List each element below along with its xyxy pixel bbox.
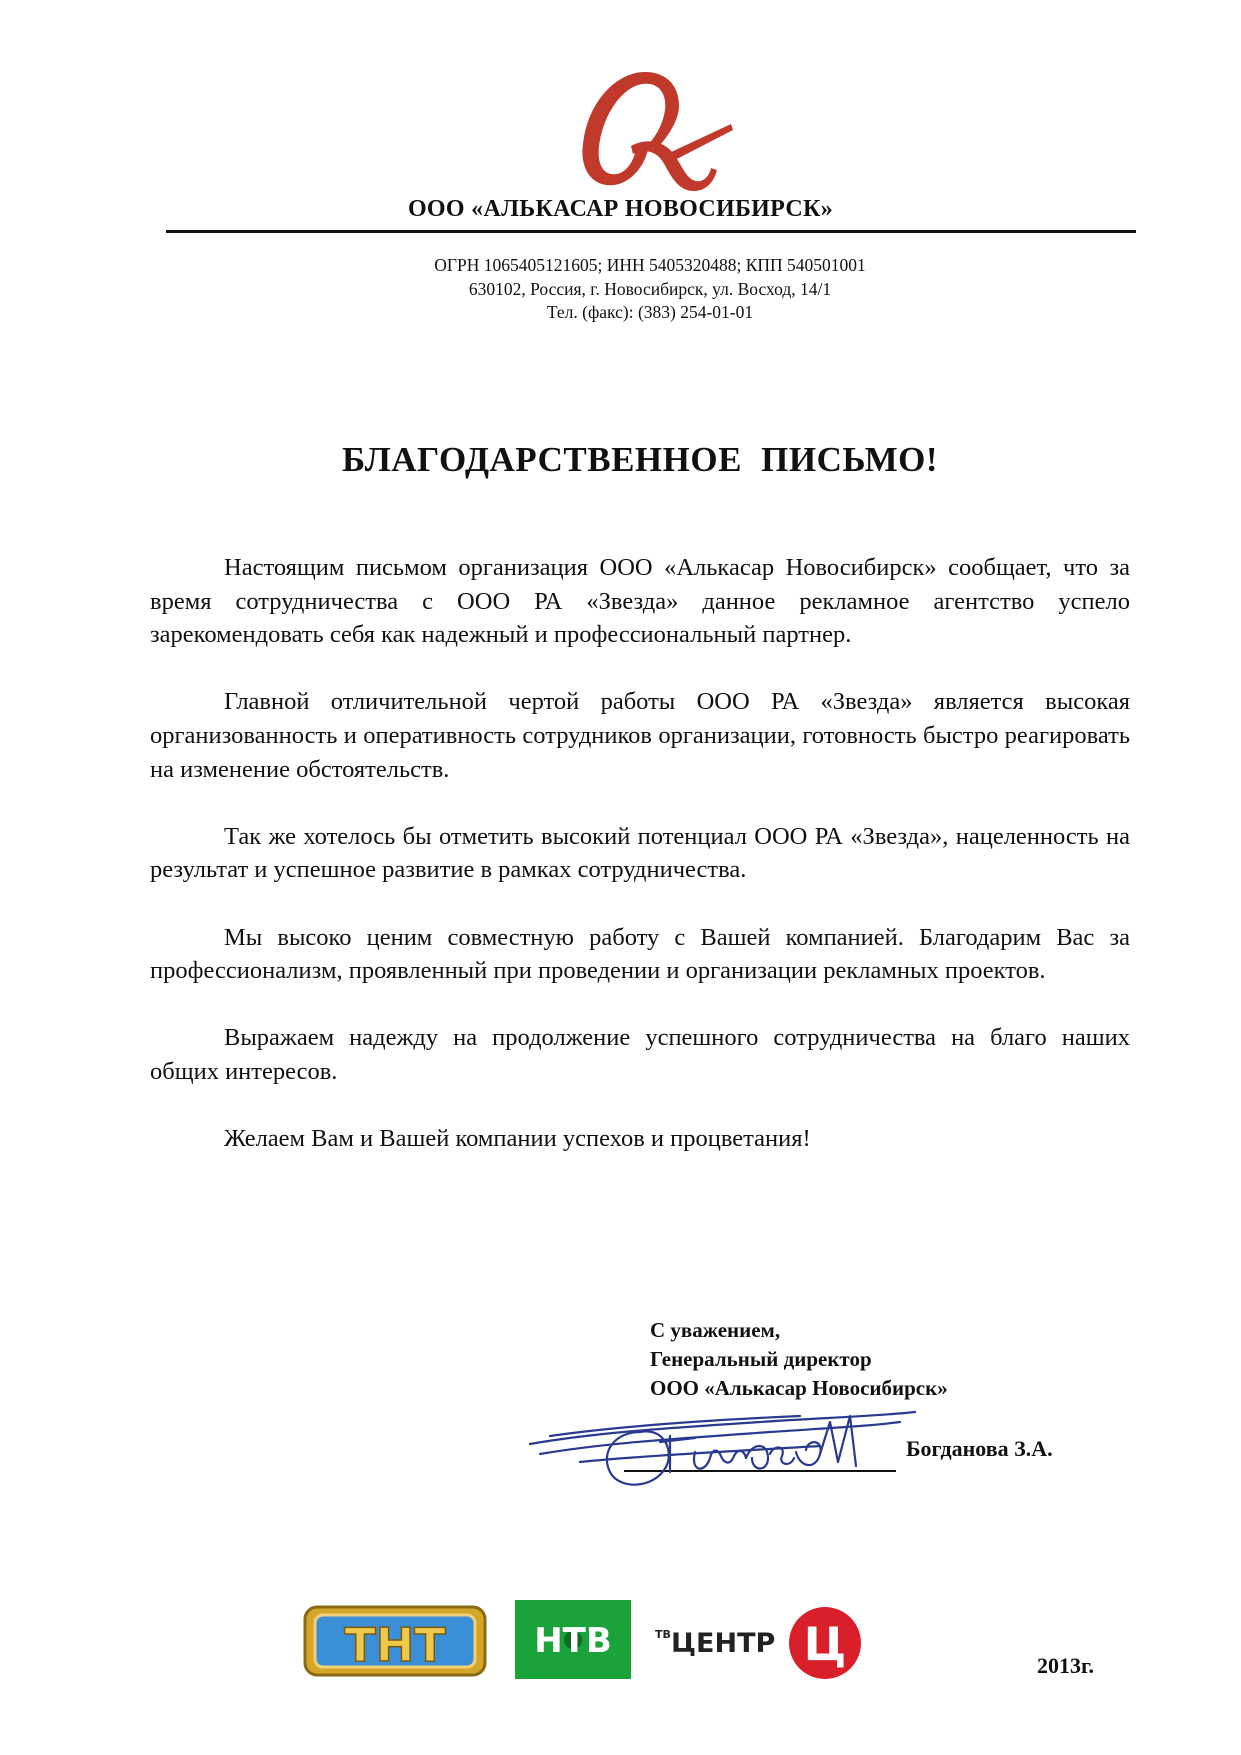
header-divider (166, 230, 1136, 233)
ntv-logo-icon (515, 1600, 631, 1679)
tvc-logo-mark: Ц (803, 1617, 847, 1671)
tnt-logo-icon (303, 1603, 487, 1678)
signatory-name: Богданова З.А. (906, 1436, 1053, 1461)
body-paragraph: Желаем Вам и Вашей компании успехов и процветания! (224, 1125, 811, 1153)
ntv-logo-text: НТВ (534, 1621, 612, 1661)
requisites-address: 630102, Россия, г. Новосибирск, ул. Восход, 14/1 (468, 279, 832, 299)
requisites-registration: ОГРН 1065405121605; ИНН 5405320488; КПП 540501001 (434, 255, 866, 275)
body-paragraph: Главной отличительной чертой работы ООО РА «Звезда» является высокая организованность и оперативность сотрудников организации, готовность быстро реагировать на изменение обстоятельств. (150, 688, 1130, 783)
tvc-logo-prefix: ТВ (655, 1628, 671, 1641)
alcasar-a-logo-icon (575, 64, 735, 194)
body-paragraph: Так же хотелось бы отметить высокий потенциал ООО РА «Звезда», нацеленность на результат и успешное развитие в рамках сотрудничества. (150, 822, 1130, 884)
signer-company: ООО «Алькасар Новосибирск» (650, 1376, 948, 1400)
tvc-logo-icon (655, 1598, 865, 1688)
tnt-logo-text: ТНТ (344, 1618, 446, 1672)
body-paragraph: Выражаем надежду на продолжение успешного сотрудничества на благо наших общих интересов. (150, 1024, 1130, 1085)
requisites-phone: Тел. (факс): (383) 254-01-01 (546, 302, 754, 322)
handwritten-signature-icon (520, 1392, 920, 1502)
letter-year: 2013г. (1037, 1653, 1095, 1678)
body-paragraph: Настоящим письмом организация ООО «Алькасар Новосибирск» сообщает, что за время сотрудничества с ООО РА «Звезда» данное рекламное агентство успело зарекомендовать себя как надежный и профессиональный партнер. (150, 554, 1130, 649)
body-paragraph: Мы высоко ценим совместную работу с Вашей компанией. Благодарим Вас за профессионализм, проявленный при проведении и организации рекламных проектов. (150, 923, 1130, 985)
closing-line: С уважением, (650, 1318, 781, 1342)
company-name: ООО «АЛЬКАСАР НОВОСИБИРСК» (407, 196, 834, 222)
letter-title: БЛАГОДАРСТВЕННОЕ ПИСЬМО! (341, 440, 939, 479)
letter-body (150, 551, 1130, 1156)
signature-block (650, 1316, 948, 1403)
tvc-logo-name: ЦЕНТР (671, 1628, 776, 1659)
signer-position: Генеральный директор (650, 1347, 872, 1371)
